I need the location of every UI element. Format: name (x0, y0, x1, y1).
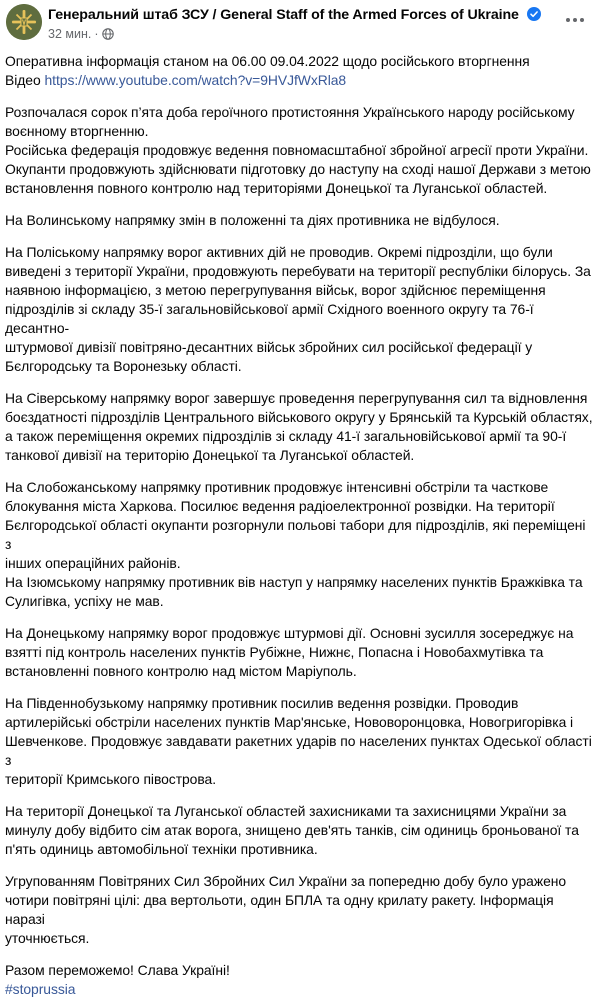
post-line: На території Донецької та Луганської областей захисниками та захисницями України за (5, 802, 567, 819)
post-paragraph (5, 243, 593, 375)
post-line: На Поліському напрямку ворог активних дій не проводив. Окремі підрозділи, що були (5, 244, 553, 261)
post-paragraph (5, 211, 593, 230)
post-paragraph (5, 802, 593, 859)
post-line: встановленні повного контролю над містом Маріуполь. (5, 662, 357, 679)
post-line: Шевченкове. Продовжує завдавати ракетних ударів по населених пунктах Одеської області з (5, 732, 592, 768)
post-line: Російська федерація продовжує ведення повномасштабної збройної агресії проти України. (5, 142, 589, 159)
post-line: встановлення повного контролю над територіями Донецької та Луганської областей. (5, 179, 548, 196)
post-paragraph (5, 389, 593, 465)
post-line: На Волинському напрямку змін в положенні та діях противника не відбулося. (5, 212, 500, 229)
post-line: воєнному вторгненню. (5, 123, 149, 140)
video-link[interactable]: https://www.youtube.com/watch?v=9HVJfWxRla8 (44, 71, 347, 88)
video-label: Відео (5, 71, 45, 88)
hashtag-line (5, 980, 593, 999)
post-line: боєздатності підрозділів Центрального військового округу у Брянській та Курській областях, (5, 409, 593, 426)
post-line: території Кримського півострова. (5, 770, 217, 787)
page-name-link[interactable] (48, 7, 541, 23)
post-paragraph (5, 872, 593, 948)
more-options-button[interactable] (563, 10, 587, 30)
verified-badge-icon (527, 7, 541, 21)
post-line: На Південнобузькому напрямку противник посилив ведення розвідки. Проводив (5, 695, 519, 712)
post-paragraph (5, 103, 593, 198)
post-line: артилерійські обстріли населених пунктів Мар'янське, Нововоронцовка, Новогригорівка і (5, 713, 574, 730)
post-line: Угрупованням Повітряних Сил Збройних Сил України за попередню добу було уражено (5, 873, 567, 890)
post-line: танкової дивізії на територію Донецької та Луганської областей. (5, 446, 415, 463)
post-meta: 32 мин. · (48, 27, 114, 41)
post-line: Разом переможемо! Слава Україні! (5, 962, 230, 979)
post-line: блокування міста Харкова. Посилює ведення радіоелектронної розвідки. На території (5, 498, 555, 515)
more-options-icon (563, 10, 587, 30)
post-line: чотири повітряні цілі: два вертольоти, один БПЛА та одну крилату ракету. Інформація наразі (5, 891, 554, 927)
post-line: взятті під контроль населених пунктів Рубіжне, Нижнє, Попасна і Новобахмутівка та (5, 643, 544, 660)
globe-icon[interactable] (102, 28, 114, 40)
post-line: штурмової дивізії повітряно-десантних військ збройних сил російської федерації у (5, 338, 533, 355)
post-line: а також переміщення окремих підрозділів зі складу 41-ї загальновійськової армії та 90-ї (5, 427, 567, 444)
post-line: минулу добу відбито сім атак ворога, знищено дев'ять танків, сім одиниць броньованої та (5, 821, 579, 838)
hashtag-link[interactable]: #stoprussia (5, 980, 76, 997)
page-name-text[interactable]: Генеральний штаб ЗСУ / General Staff of the Armed Forces of Ukraine (48, 7, 519, 23)
post-line: Розпочалася сорок п’ята доба героїчного протистояння Українського народу російському (5, 104, 575, 121)
page-avatar[interactable] (6, 4, 42, 40)
post-line: підрозділів зі складу 35-ї загальновійськової армії Східного военного округу та 76-ї десантно- (5, 301, 534, 337)
post-paragraph (5, 694, 593, 789)
post-line: На Ізюмському напрямку противник вів наступ у напрямку населених пунктів Бражківка та (5, 573, 583, 590)
post-paragraph (5, 478, 593, 610)
post-line: інших операційних районів. (5, 554, 181, 571)
post-line: Сулигівка, успіху не мав. (5, 592, 164, 609)
post-line: Оперативна інформація станом на 06.00 09.04.2022 щодо російського вторгнення (5, 53, 530, 69)
post-line: виведені з території України, продовжують перебувати на території республіки білорусь. За (5, 263, 591, 280)
post-line: На Донецькому напрямку ворог продовжує штурмові дії. Основні зусилля зосереджує на (5, 624, 574, 641)
post-header (0, 0, 597, 46)
post-line: На Сіверському напрямку ворог завершує проведення перегрупування сил та відновлення (5, 390, 588, 407)
post-timestamp[interactable]: 32 мин. (48, 27, 92, 41)
post-line: п'ять одиниць автомобільної техніки противника. (5, 840, 318, 857)
post-line: наявною інформацією, з метою перегрупування військ, ворог здійснює переміщення (5, 282, 546, 299)
post-line: Бєлгородську та Воронезьку області. (5, 357, 242, 374)
post-paragraph (5, 961, 593, 999)
post-paragraph (5, 52, 593, 90)
post-text (5, 52, 593, 999)
emblem-avatar-icon (6, 4, 42, 40)
post-line: Бєлгородської області окупанти розгорнули польові табори для підрозділів, які переміщені з (5, 516, 586, 552)
post-paragraph (5, 624, 593, 681)
post-line: Окупанти продовжують здійснювати підготовку до наступу на сході нашої Держави з метою (5, 160, 591, 177)
post-line: На Слобожанському напрямку противник продовжує інтенсивні обстріли та часткове (5, 479, 549, 496)
video-line (5, 71, 593, 90)
post-line: уточнюється. (5, 929, 90, 946)
